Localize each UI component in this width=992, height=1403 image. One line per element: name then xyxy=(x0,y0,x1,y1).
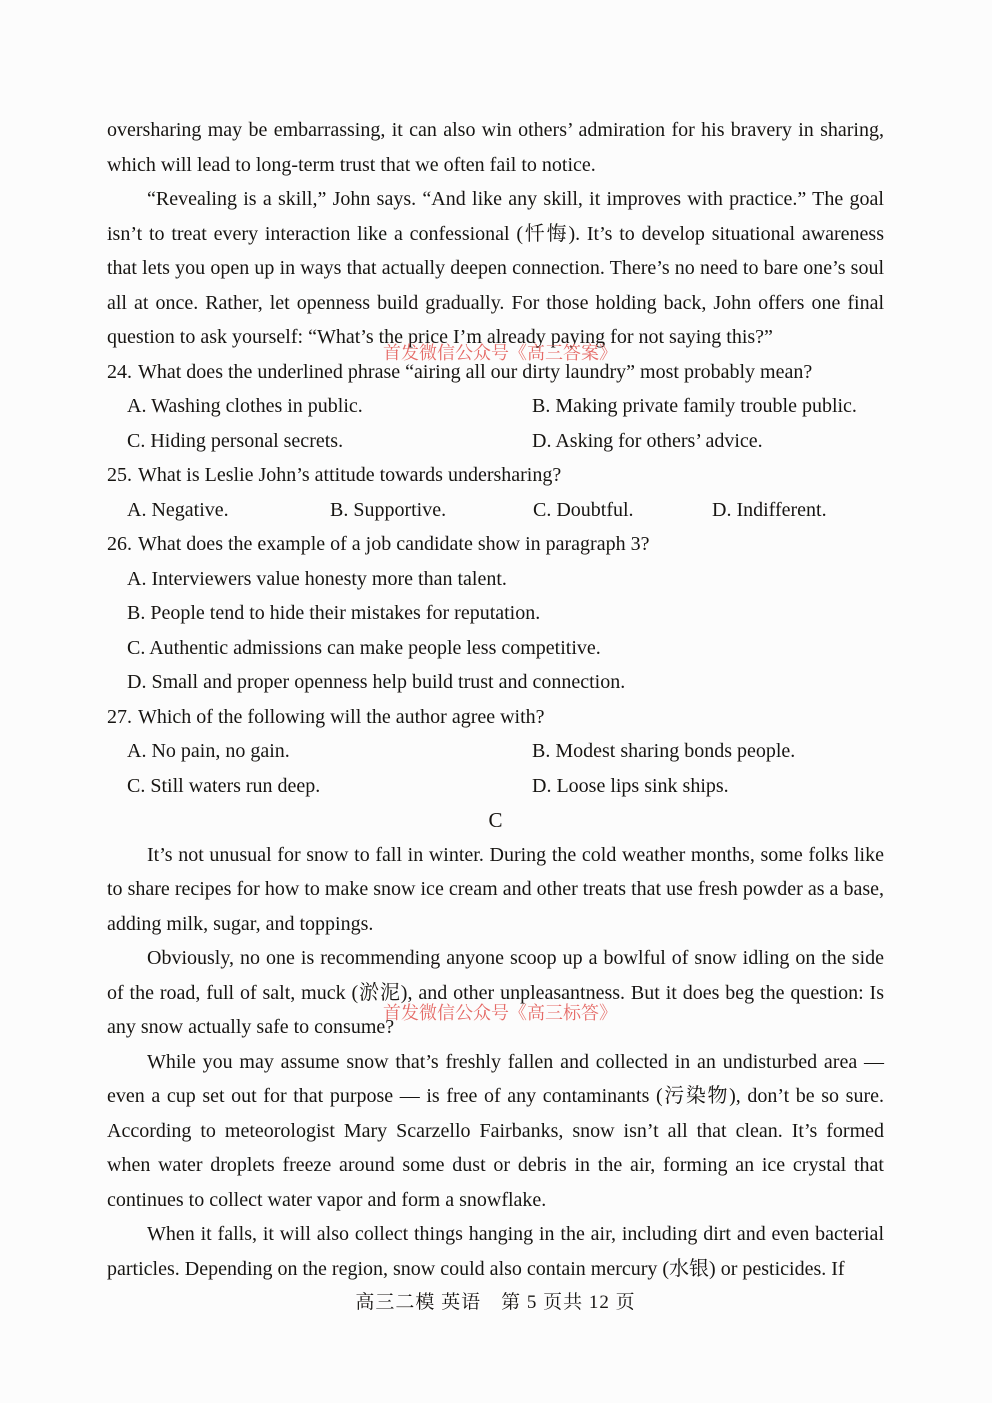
question-27-text: Which of the following will the author agree with? xyxy=(138,705,545,728)
option-25-a: A. Negative. xyxy=(127,498,229,521)
question-27-options-row-2 xyxy=(107,769,884,804)
option-26-a: A. Interviewers value honesty more than talent. xyxy=(127,567,507,590)
question-24-number: 24. xyxy=(107,360,132,383)
option-26-d: D. Small and proper openness help build trust and connection. xyxy=(127,671,626,693)
option-25-c: C. Doubtful. xyxy=(533,498,634,521)
question-24-options-row-2 xyxy=(107,424,884,459)
section-c-header: C xyxy=(488,808,503,832)
watermark-answers: 首发微信公众号《高三答案》 xyxy=(383,343,617,363)
question-25-stem xyxy=(107,458,884,493)
option-24-c: C. Hiding personal secrets. xyxy=(127,429,344,452)
question-26-stem xyxy=(107,527,884,562)
question-25-options-row xyxy=(107,493,884,528)
passage-c-paragraph-1: It’s not unusual for snow to fall in winter. During the cold weather months, some folks like to share recipes for how to make snow ice cream and other treats that use fresh powder as a base, adding milk, sugar, and toppings. xyxy=(107,843,884,935)
question-25-text: What is Leslie John’s attitude towards undersharing? xyxy=(138,464,562,486)
question-27-stem xyxy=(107,700,884,735)
question-24-options-row-1 xyxy=(107,389,884,424)
option-27-d: D. Loose lips sink ships. xyxy=(532,774,729,797)
option-24-b: B. Making private family trouble public. xyxy=(532,395,857,417)
passage-c-paragraph-4: When it falls, it will also collect things hanging in the air, including dirt and even bacterial particles. Depending on the region, snow could also contain mercury (水银) or pesticides. If xyxy=(107,1223,884,1280)
question-27-number: 27. xyxy=(107,705,132,728)
watermark-standard-answers: 首发微信公众号《高三标答》 xyxy=(383,1003,617,1023)
option-27-a: A. No pain, no gain. xyxy=(127,740,290,762)
option-24-a: A. Washing clothes in public. xyxy=(127,395,363,417)
question-25 xyxy=(107,458,884,527)
question-26 xyxy=(107,527,884,700)
passage-c-paragraph-2: Obviously, no one is recommending anyone scoop up a bowlful of snow idling on the side of the road, full of salt, muck (淤泥), and other unpleasantness. But it does beg the question: Is any snow actually safe to consume? xyxy=(107,947,884,1038)
option-27-c: C. Still waters run deep. xyxy=(127,774,321,797)
option-27-b: B. Modest sharing bonds people. xyxy=(532,740,796,762)
option-25-b: B. Supportive. xyxy=(330,498,447,521)
question-25-number: 25. xyxy=(107,464,132,486)
question-27 xyxy=(107,700,884,804)
page-footer: 高三二模 英语 第 5 页共 12 页 xyxy=(355,1292,636,1313)
passage-c-paragraph-3: While you may assume snow that’s freshly fallen and collected in an undisturbed area — even a cup set out for that purpose — is free of any contaminants (污染物), don’t be so sure. According to meteorologist Mary Scarzello Fairbanks, snow isn’t all that clean. It’s formed when water droplets freeze around some dust or debris in the air, forming an ice crystal that continues to collect water vapor and form a snowflake. xyxy=(107,1050,884,1211)
question-24-text: What does the underlined phrase “airing all our dirty laundry” most probably mean? xyxy=(138,360,813,383)
option-26-b: B. People tend to hide their mistakes for reputation. xyxy=(127,602,541,624)
question-24 xyxy=(107,355,884,459)
option-25-d: D. Indifferent. xyxy=(712,498,827,521)
option-24-d: D. Asking for others’ advice. xyxy=(532,429,763,452)
option-26-c: C. Authentic admissions can make people less competitive. xyxy=(127,636,601,659)
question-26-number: 26. xyxy=(107,533,132,555)
question-27-options-row-1 xyxy=(107,734,884,769)
question-24-stem xyxy=(107,355,884,390)
question-26-text: What does the example of a job candidate show in paragraph 3? xyxy=(138,533,650,555)
passage-b-final-paragraph-continuation: oversharing may be embarrassing, it can also win others’ admiration for his bravery in sharing, which will lead to long-term trust that we often fail to notice. xyxy=(107,119,884,176)
passage-b-final-paragraph: “Revealing is a skill,” John says. “And like any skill, it improves with practice.” The goal isn’t to treat every interaction like a confessional (忏悔). It’s to develop situational awareness that lets you open up in ways that actually deepen connection. There’s no need to bare one’s soul all at once. Rather, let openness build gradually. For those holding back, John offers one final question to ask yourself: “What’s the price I’m already paying for not saying this?” xyxy=(107,188,884,348)
